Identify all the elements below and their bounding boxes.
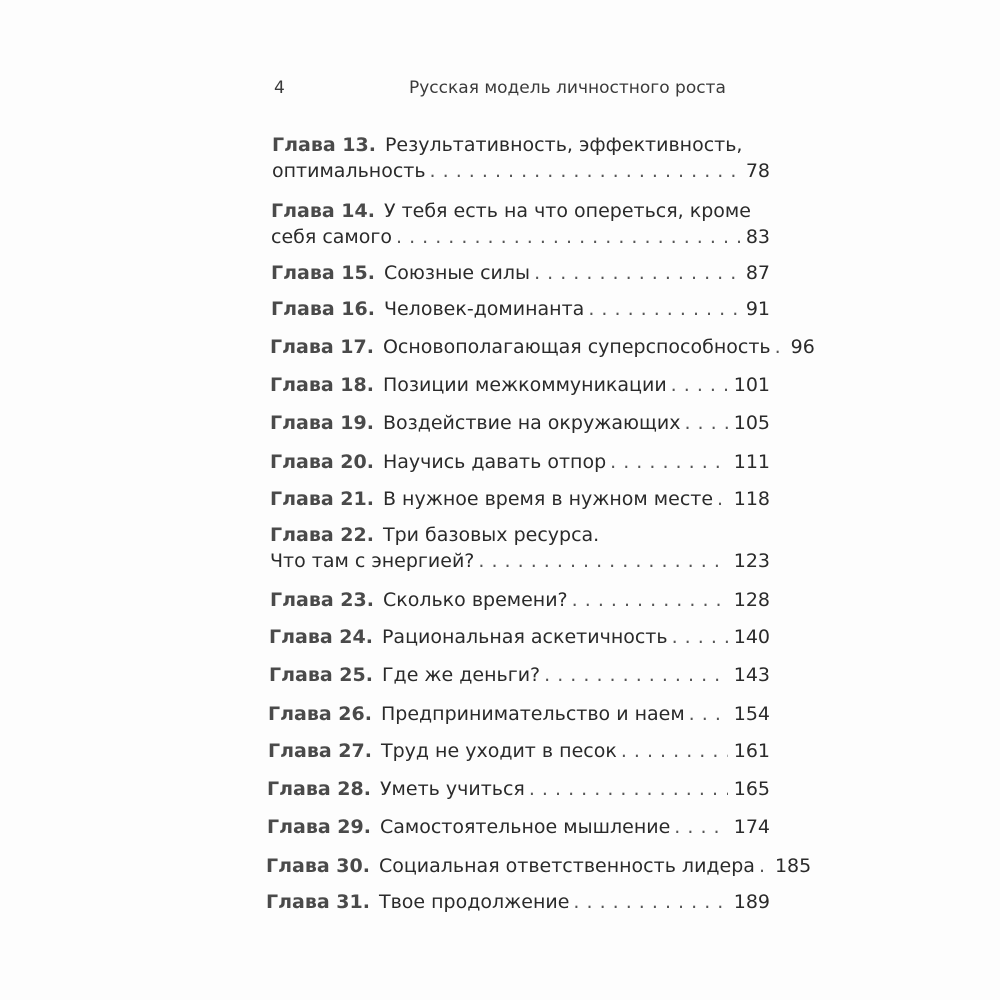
chapter-label: Глава 25. (269, 664, 373, 686)
chapter-title: Предпринимательство и наем (380, 703, 685, 725)
toc-entry (270, 334, 815, 360)
dot-leader (588, 296, 739, 322)
page-ref: 87 (745, 262, 770, 284)
dot-leader (610, 449, 728, 475)
toc-entry (270, 486, 770, 512)
page-ref: 118 (733, 488, 770, 510)
chapter-label: Глава 26. (268, 703, 372, 725)
chapter-title: Сколько времени? (382, 589, 568, 611)
dot-leader (674, 814, 727, 840)
dot-leader (573, 889, 727, 915)
chapter-title: У тебя есть на что опереться, кроме (383, 200, 751, 222)
chapter-title: Твое продолжение (378, 891, 570, 913)
page-ref: 91 (745, 298, 770, 320)
page-ref: 140 (733, 626, 770, 648)
book-title: Русская модель личностного роста (409, 78, 726, 98)
page-ref: 154 (733, 703, 770, 725)
page-ref: 105 (733, 412, 770, 434)
dot-leader (430, 158, 740, 184)
chapter-title: Самостоятельное мышление (379, 816, 671, 838)
chapter-title: Уметь учиться (379, 778, 525, 800)
page-ref: 189 (733, 891, 770, 913)
dot-leader (534, 260, 740, 286)
chapter-label: Глава 21. (270, 488, 374, 510)
page-ref: 143 (733, 664, 770, 686)
page-ref: 78 (745, 160, 770, 182)
toc-entry (270, 587, 770, 613)
toc-entry (271, 260, 770, 286)
chapter-label: Глава 17. (270, 336, 374, 358)
toc-entry (270, 372, 770, 398)
dot-leader (775, 334, 785, 360)
chapter-label: Глава 16. (271, 298, 375, 320)
toc-entry (269, 662, 770, 688)
page-ref: 83 (745, 226, 770, 248)
page-ref: 101 (733, 374, 770, 396)
chapter-label: Глава 28. (267, 778, 371, 800)
chapter-title: Союзные силы (383, 262, 531, 284)
toc-entry (271, 198, 770, 250)
chapter-label: Глава 22. (270, 524, 374, 546)
chapter-label: Глава 18. (270, 374, 374, 396)
chapter-label: Глава 15. (271, 262, 375, 284)
chapter-label: Глава 23. (270, 589, 374, 611)
dot-leader (671, 372, 728, 398)
chapter-label: Глава 30. (266, 855, 370, 877)
page-ref: 185 (774, 855, 812, 877)
dot-leader (684, 410, 727, 436)
dot-leader (759, 853, 769, 879)
toc-entry (271, 296, 770, 322)
chapter-title: Где же деньги? (381, 664, 541, 686)
toc-entry (270, 449, 770, 475)
chapter-title: Труд не уходит в песок (380, 740, 617, 762)
chapter-title: Рациональная аскетичность (381, 626, 668, 648)
chapter-label: Глава 29. (267, 816, 371, 838)
dot-leader (529, 776, 728, 802)
chapter-title: Воздействие на окружающих (382, 412, 681, 434)
toc-entry (270, 522, 770, 574)
page-ref: 165 (733, 778, 770, 800)
chapter-title: Основополагающая суперспособность (382, 336, 771, 358)
dot-leader (621, 738, 728, 764)
page-number: 4 (274, 78, 285, 98)
chapter-title: В нужное время в нужном месте (382, 488, 714, 510)
chapter-label: Глава 31. (266, 891, 370, 913)
dot-leader (689, 701, 728, 727)
toc-entry (266, 853, 812, 879)
chapter-title-continued: себя самого (271, 226, 392, 248)
chapter-title: Результативность, эффективность, (384, 134, 743, 156)
chapter-title: Позиции межкоммуникации (382, 374, 667, 396)
dot-leader (478, 548, 727, 574)
toc-entry (268, 701, 770, 727)
page-ref: 128 (733, 589, 770, 611)
chapter-title: Человек-доминанта (383, 298, 585, 320)
chapter-label: Глава 13. (272, 134, 376, 156)
chapter-label: Глава 20. (270, 451, 374, 473)
page-ref: 96 (790, 336, 815, 358)
toc-entry (272, 132, 770, 184)
chapter-title: Социальная ответственность лидера (378, 855, 755, 877)
toc-entry (268, 738, 770, 764)
dot-leader (544, 662, 728, 688)
dot-leader (717, 486, 728, 512)
page-ref: 123 (733, 550, 770, 572)
toc-entry (270, 410, 770, 436)
dot-leader (396, 224, 740, 250)
toc-entry (267, 776, 770, 802)
page-ref: 161 (733, 740, 770, 762)
page-ref: 111 (733, 451, 770, 473)
page-ref: 174 (733, 816, 770, 838)
chapter-label: Глава 24. (269, 626, 373, 648)
toc-entry (267, 814, 770, 840)
toc-entry (269, 624, 770, 650)
dot-leader (672, 624, 728, 650)
toc-entry (266, 889, 770, 915)
chapter-title: Научись давать отпор (382, 451, 607, 473)
chapter-label: Глава 14. (271, 200, 375, 222)
chapter-label: Глава 27. (268, 740, 372, 762)
chapter-title: Три базовых ресурса. (382, 524, 600, 546)
chapter-title-continued: оптимальность (272, 160, 426, 182)
chapter-label: Глава 19. (270, 412, 374, 434)
chapter-title-continued: Что там с энергией? (270, 550, 475, 572)
dot-leader (572, 587, 728, 613)
